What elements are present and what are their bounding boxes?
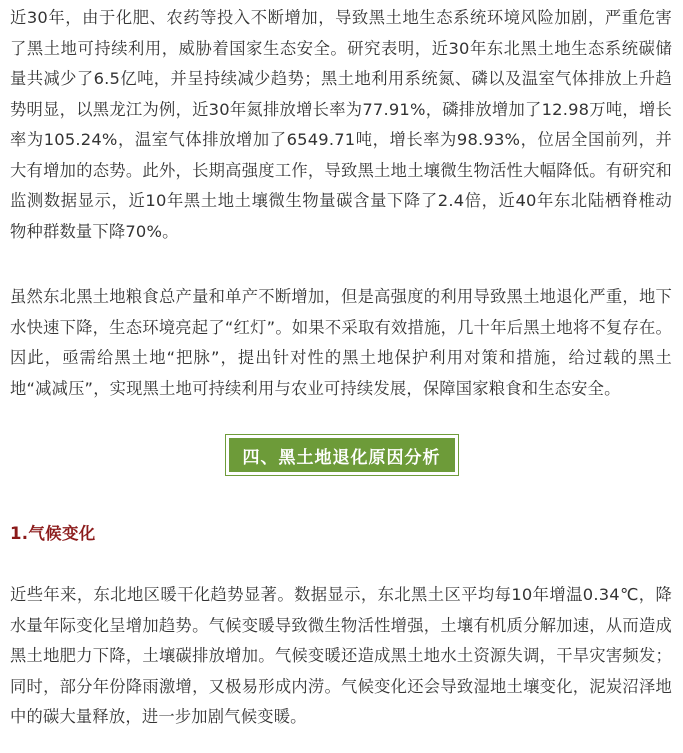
subheading-climate-change: 1.气候变化 (10, 524, 96, 543)
paragraph-emissions: 近30年，由于化肥、农药等投入不断增加，导致黑土地生态系统环境风险加剧，严重危害了黑土地可持续利用，威胁着国家生态安全。研究表明，近30年东北黑土地生态系统碳储量共减少了6.5亿吨，并呈持续减少趋势；黑土地利用系统氮、磷以及温室气体排放上升趋势明显，以黑龙江为例，近30年氮排放增长率为77.91%，磷排放增加了12.98万吨，增长率为105.24%，温室气体排放增加了6549.71吨，增长率为98.93%，位居全国前列，并大有增加的态势。此外，长期高强度工作，导致黑土地土壤微生物活性大幅降低。有研究和监测数据显示，近10年黑土地土壤微生物量碳含量下降了2.4倍，近40年东北陆栖脊椎动物种群数量下降70%。 (10, 8, 672, 241)
paragraph-climate: 近些年来，东北地区暖干化趋势显著。数据显示，东北黑土区平均每10年增温0.34℃，降水量年际变化呈增加趋势。气候变暖导致微生物活性增强，土壤有机质分解加速，从而造成黑土地肥力下降，土壤碳排放增加。气候变暖还造成黑土地水土资源失调，干旱灾害频发；同时，部分年份降雨激增，又极易形成内涝。气候变化还会导致湿地土壤变化，泥炭沼泽地中的碳大量释放，进一步加剧气候变暖。 (10, 585, 672, 726)
section-title: 四、黑土地退化原因分析 (229, 438, 455, 472)
paragraph-degradation: 虽然东北黑土地粮食总产量和单产不断增加，但是高强度的利用导致黑土地退化严重，地下水快速下降，生态环境亮起了“红灯”。如果不采取有效措施，几十年后黑土地将不复存在。因此，亟需给黑土地“把脉”，提出针对性的黑土地保护利用对策和措施，给过载的黑土地“减减压”，实现黑土地可持续利用与农业可持续发展，保障国家粮食和生态安全。 (10, 287, 672, 398)
section-banner-container (0, 434, 683, 484)
section-banner (225, 434, 459, 476)
